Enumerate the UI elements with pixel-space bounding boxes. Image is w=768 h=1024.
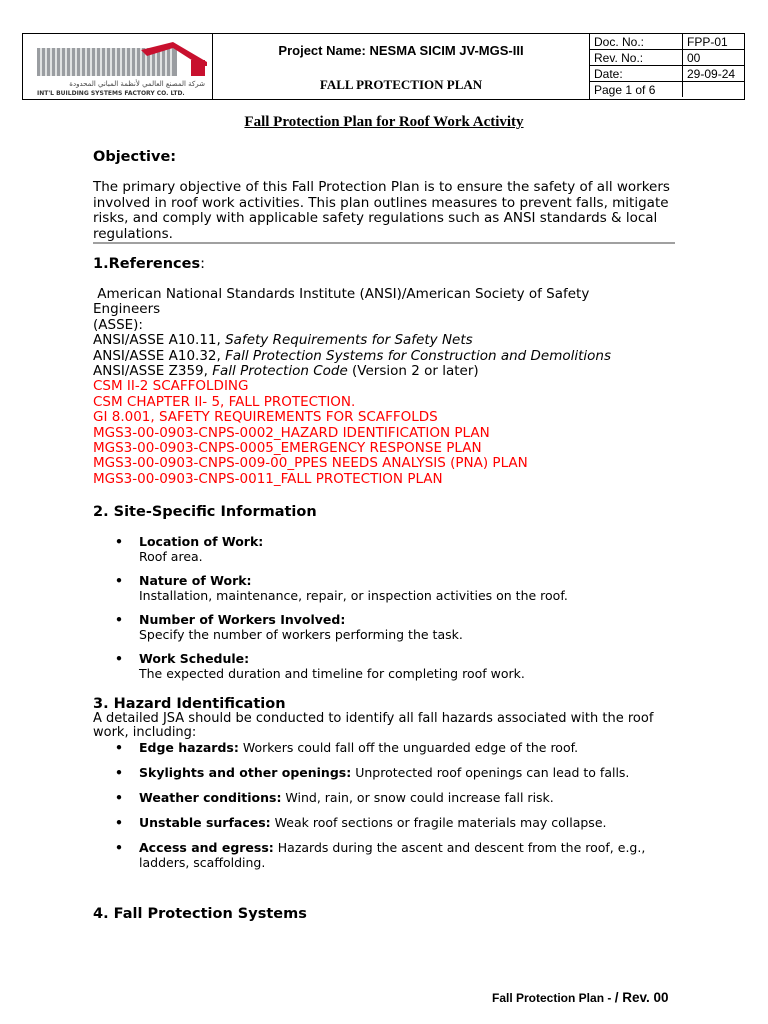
list-item <box>115 534 685 564</box>
standard-title: Fall Protection Systems for Construction and Demolitions <box>225 347 612 364</box>
reference-line: (ASSE): <box>93 316 143 333</box>
list-item <box>115 790 685 805</box>
standard-title: Fall Protection Code <box>212 363 348 380</box>
hazard-intro: A detailed JSA should be conducted to identify all fall hazards associated with the roof work, including: <box>93 711 654 740</box>
site-info-list <box>115 534 685 681</box>
item-text: Specify the number of workers performing the task. <box>139 627 463 642</box>
list-item <box>115 740 685 755</box>
systems-heading: 4. Fall Protection Systems <box>93 906 307 922</box>
list-item <box>115 612 685 642</box>
standard-code: ANSI/ASSE A10.11, <box>93 332 226 349</box>
item-text: Wind, rain, or snow could increase fall risk. <box>281 790 554 805</box>
meta-value: 00 <box>683 50 745 66</box>
list-item <box>115 651 685 681</box>
project-name <box>213 43 589 58</box>
list-item <box>115 765 685 780</box>
item-text: Weak roof sections or fragile materials may collapse. <box>270 815 607 830</box>
standard-suffix: (Version 2 or later) <box>347 363 479 380</box>
bullet-icon: • <box>115 534 123 549</box>
meta-label: Date: <box>590 66 683 82</box>
reference-red-item: CSM II-2 SCAFFOLDING <box>93 378 249 395</box>
reference-red-item: GI 8.001, SAFETY REQUIREMENTS FOR SCAFFOLDS <box>93 409 438 426</box>
bullet-icon: • <box>115 651 123 666</box>
item-title: Access and egress: <box>139 840 274 855</box>
meta-row-page <box>590 82 744 98</box>
bullet-icon: • <box>115 840 123 855</box>
page-footer <box>492 990 668 1005</box>
item-text: Workers could fall off the unguarded edge of the roof. <box>238 740 579 755</box>
reference-red-item: MGS3-00-0903-CNPS-0011_FALL PROTECTION PLAN <box>93 470 443 487</box>
item-title: Edge hazards: <box>139 740 239 755</box>
footer-text: Fall Protection Plan - <box>492 991 615 1005</box>
plan-title: FALL PROTECTION PLAN <box>319 77 483 92</box>
meta-value: FPP-01 <box>683 34 745 50</box>
reference-standard <box>93 364 693 379</box>
section-divider <box>93 242 675 244</box>
reference-red-item: MGS3-00-0903-CNPS-0005_EMERGENCY RESPONSE PLAN <box>93 440 482 457</box>
item-title: Skylights and other openings: <box>139 765 352 780</box>
bullet-icon: • <box>115 573 123 588</box>
list-item <box>115 840 664 870</box>
references-heading <box>93 256 205 272</box>
item-title: Nature of Work: <box>139 573 252 588</box>
list-item <box>115 815 685 830</box>
bullet-icon: • <box>115 612 123 627</box>
objective-heading: Objective: <box>93 149 177 165</box>
document-title: Fall Protection Plan for Roof Work Activity <box>244 114 524 130</box>
bullet-icon: • <box>115 815 123 830</box>
footer-revision: / Rev. 00 <box>614 990 669 1005</box>
item-title: Location of Work: <box>139 534 264 549</box>
item-title: Unstable surfaces: <box>139 815 271 830</box>
references-heading-colon: : <box>200 256 205 272</box>
item-text: The expected duration and timeline for completing roof work. <box>139 666 525 681</box>
reference-standard <box>93 333 693 348</box>
meta-label: Page 1 of 6 <box>590 82 683 98</box>
standard-code: ANSI/ASSE A10.32, <box>93 347 226 364</box>
item-text: Hazards during the ascent and descent from the roof, e.g., ladders, scaffolding. <box>139 840 646 870</box>
bullet-icon: • <box>115 765 123 780</box>
reference-red-item: MGS3-00-0903-CNPS-009-00_PPES NEEDS ANALYSIS (PNA) PLAN <box>93 455 528 472</box>
document-meta-table <box>590 34 744 97</box>
logo-building-icon <box>37 42 207 76</box>
reference-red-item: MGS3-00-0903-CNPS-0002_HAZARD IDENTIFICATION PLAN <box>93 424 490 441</box>
standard-code: ANSI/ASSE Z359, <box>93 363 213 380</box>
logo-arabic-text: شركة المصنع العالمي لأنظمة المباني المحدودة <box>69 80 205 88</box>
reference-red-item: CSM CHAPTER II- 5, FALL PROTECTION. <box>93 393 356 410</box>
meta-value: 29-09-24 <box>683 66 745 82</box>
references-heading-text: 1.References <box>93 256 201 272</box>
item-title: Weather conditions: <box>139 790 282 805</box>
project-value: NESMA SICIM JV-MGS-III <box>369 43 524 58</box>
project-label: Project Name: <box>278 43 366 58</box>
logo-company-text: INT'L BUILDING SYSTEMS FACTORY CO. LTD. <box>37 90 185 97</box>
standard-title: Safety Requirements for Safety Nets <box>225 332 473 349</box>
item-text: Unprotected roof openings can lead to falls. <box>351 765 630 780</box>
bullet-icon: • <box>115 790 123 805</box>
references-list <box>93 287 693 487</box>
meta-row-doc-no <box>590 34 744 50</box>
meta-value <box>683 82 745 98</box>
meta-row-date <box>590 66 744 82</box>
bullet-icon: • <box>115 740 123 755</box>
meta-row-rev-no <box>590 50 744 66</box>
site-info-heading: 2. Site-Specific Information <box>93 504 317 520</box>
hazard-heading: 3. Hazard Identification <box>93 696 286 712</box>
hazard-list <box>115 740 685 870</box>
reference-line: American National Standards Institute (ANSI)/American Society of Safety <box>93 286 590 302</box>
document-header <box>22 33 745 100</box>
meta-label: Doc. No.: <box>590 34 683 50</box>
company-logo <box>23 34 211 98</box>
project-title-cell <box>213 34 590 99</box>
item-title: Work Schedule: <box>139 651 250 666</box>
reference-standard <box>93 349 693 364</box>
objective-text: The primary objective of this Fall Protection Plan is to ensure the safety of all workers involved in roof work activities. This plan outlines measures to prevent falls, mitigate risks, and comply with applicable safety regulations such as ANSI standards & local regulations. <box>93 179 670 242</box>
item-text: Roof area. <box>139 549 203 564</box>
company-logo-cell <box>23 34 213 99</box>
item-title: Number of Workers Involved: <box>139 612 346 627</box>
list-item <box>115 573 685 603</box>
meta-label: Rev. No.: <box>590 50 683 66</box>
item-text: Installation, maintenance, repair, or inspection activities on the roof. <box>139 588 568 603</box>
reference-line: Engineers <box>93 301 161 318</box>
